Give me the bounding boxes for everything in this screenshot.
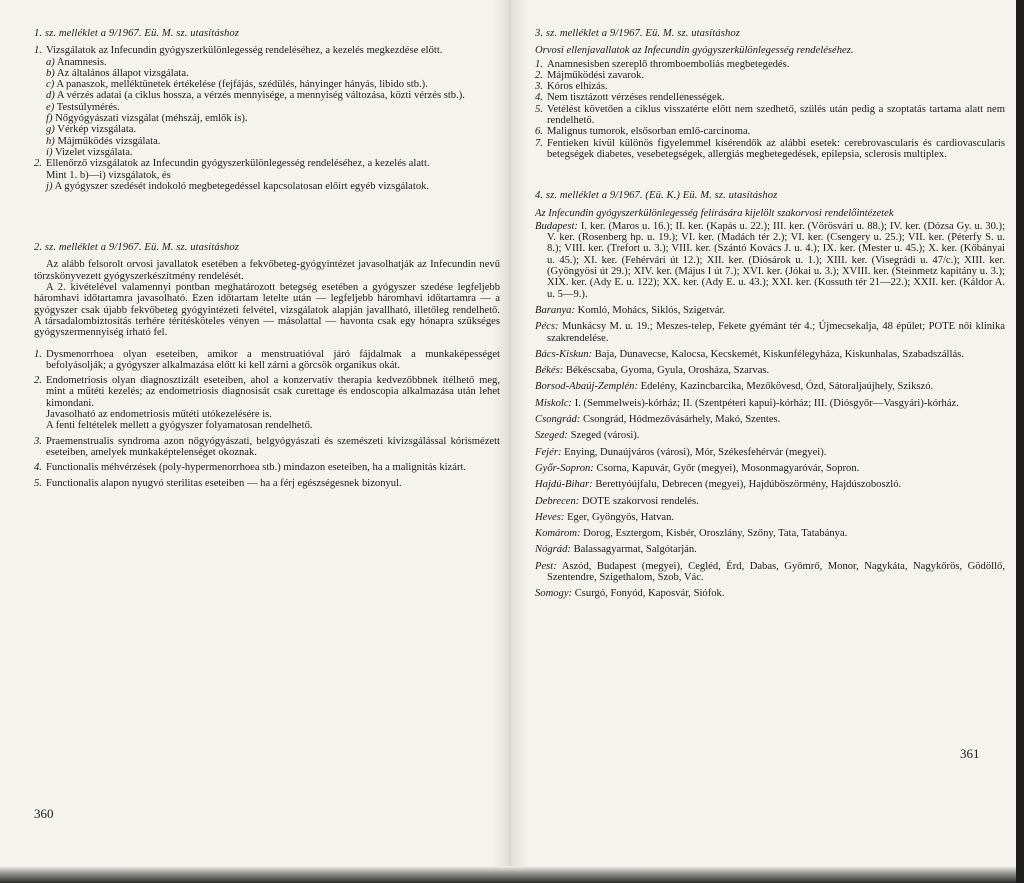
s1-item-1-num: 1. — [34, 45, 42, 57]
s1-subitem — [34, 136, 500, 147]
s1-subitem — [34, 124, 500, 135]
s1-subitems — [34, 57, 500, 159]
s1-subitem — [34, 113, 500, 124]
s1-item-2-sub-j — [34, 181, 500, 192]
section-2-title: 2. sz. melléklet a 9/1967. Eü. M. sz. utasításhoz — [34, 242, 239, 254]
s3-item-text: Malignus tumorok, elsősorban emlő-carcinoma. — [547, 126, 751, 138]
s1-subitem-letter: f) — [46, 113, 53, 125]
s4-place-text: I. ker. (Maros u. 16.); II. ker. (Kapás u. 22.); III. ker. (Vörösvári u. 88.); IV. ker. (Dózsa Gy. u. 30.); V. ker. (Rosenberg hp. u. 19.); VI. ker. (Madách tér 2.); VI. ker. (Csengery u. 25.); VII. ker. (Péterfy S. u. 8.); VIII. ker. (Trefort u. 3.); VIII. ker. (Szántó Kovács J. u. 4.); IX. ker. (Mester u. 45.); X. ker. (Kőbányai u. 45.); XI. ker. (Fehérvári út 12.); XII. ker. (Diósárok u. 1.); XIII. ker. (Visegrádi u. 47/c.); XIII. ker. (Gyöngyösi út 29.); XIV. ker. (Május I út 7.); XVI. ker. (Jókai u. 3.); XVIII. ker. (Steinmetz kapitány u. 3.); XIX. ker. (Ady E. u. 122); XX. ker. (Ady E. u. 43.); XXI. ker. (Kossuth tér 21—22.); XXII. ker. (Káldor A. u. 5—9.). — [547, 220, 1006, 300]
s1-item-2-sub-text: A gyógyszer szedését indokoló megbetegedéssel kapcsolatosan előírt egyéb vizsgálatok. — [54, 180, 430, 192]
section-4-subtitle: Az Infecundin gyógyszerkülönlegesség felírására kijelölt szakorvosi rendelőintézetek — [535, 207, 894, 219]
section-1-title: 1. sz. melléklet a 9/1967. Eü. M. sz. utasításhoz — [34, 28, 239, 39]
s4-place-name: Fejér: — [535, 446, 562, 458]
s2-items — [34, 349, 500, 489]
s4-place-name: Bács-Kiskun: — [535, 348, 593, 360]
s3-list-item — [535, 138, 1005, 161]
s4-place-name: Budapest: — [535, 220, 578, 232]
s4-place-text: Komló, Mohács, Siklós, Szigetvár. — [577, 304, 726, 316]
s3-list-item — [535, 104, 1005, 127]
s1-subitem-letter: d) — [46, 90, 55, 102]
s1-subitem-text: A panaszok, melléktünetek értékelése (fejfájás, szédülés, hányinger hányás, libido stb.). — [56, 79, 428, 91]
s2-item-text: Endometriosis olyan diagnosztizált eseteiben, ahol a konzervatív therapia kedvezőbbnek ítélhető meg, mint a műtéti kezelés; az endometriosis diagnosisát csak curettage és endoscopia alkalmazása után lehet kimondani. — [46, 375, 500, 409]
s2-item-num: 1. — [34, 348, 42, 360]
s4-place-entry — [535, 447, 1005, 458]
left-page — [34, 28, 500, 493]
s4-place-text: Békéscsaba, Gyoma, Gyula, Orosháza, Szarvas. — [565, 365, 770, 377]
s4-place-entry — [535, 365, 1005, 376]
s4-place-entry — [535, 414, 1005, 425]
s1-subitem — [34, 79, 500, 90]
s4-place-name: Komárom: — [535, 528, 581, 540]
s1-subitem-letter: a) — [46, 56, 55, 68]
s4-place-name: Hajdú-Bihar: — [535, 479, 593, 491]
s4-place-text: Enying, Dunaújváros (városi), Mór, Székesfehérvár (megyei). — [564, 446, 827, 458]
s4-place-text: I. (Semmelweis)-kórház; II. (Szentpéteri kapui)-kórház; III. (Diósgyőr—Vasgyári)-kórház. — [574, 397, 959, 409]
s4-place-entry — [535, 349, 1005, 360]
s2-para-1: Az alább felsorolt orvosi javallatok esetében a fekvőbeteg-gyógyintézet javasolhatják az Infecundin nevű törzskönyvezett gyógyszerkészítmény rendelését. — [34, 259, 500, 282]
s1-item-2-text: Ellenőrző vizsgálatok az Infecundin gyógyszerkülönlegesség rendeléséhez, a kezelés alatt. — [46, 158, 430, 170]
s3-item-num: 3. — [535, 81, 543, 93]
s4-place-text: Dorog, Esztergom, Kisbér, Oroszlány, Szőny, Tata, Tatabánya. — [583, 528, 848, 540]
s1-subitem-text: Az általános állapot vizsgálata. — [56, 67, 189, 79]
s4-place-text: Csorna, Kapuvár, Győr (megyei), Mosonmagyaróvár, Sopron. — [596, 462, 860, 474]
s1-subitem — [34, 57, 500, 68]
s2-item-num: 3. — [34, 435, 42, 447]
s3-list-item — [535, 70, 1005, 81]
s4-place-entry — [535, 221, 1005, 300]
s1-subitem — [34, 90, 500, 101]
s4-place-entry — [535, 561, 1005, 584]
s3-item-num: 1. — [535, 58, 543, 70]
s3-list-item — [535, 126, 1005, 137]
s4-place-name: Somogy: — [535, 588, 573, 600]
s4-place-text: Baja, Dunavecse, Kalocsa, Kecskemét, Kiskunfélegyháza, Kiskunhalas, Szabadszállás. — [594, 348, 964, 360]
s4-place-name: Miskolc: — [535, 397, 573, 409]
s4-place-entry — [535, 398, 1005, 409]
s2-item-extra-1: Javasolható az endometriosis műtéti utókezelésére is. — [46, 409, 272, 421]
s4-place-name: Békés: — [535, 365, 564, 377]
s4-place-name: Heves: — [535, 511, 565, 523]
s1-item-2-sub-letter: j) — [46, 180, 53, 192]
s3-items — [535, 59, 1005, 161]
s3-item-num: 7. — [535, 137, 543, 149]
s4-place-entry — [535, 381, 1005, 392]
s3-item-text: Kóros elhízás. — [547, 81, 608, 93]
s1-subitem-text: Vérkép vizsgálata. — [57, 124, 137, 136]
s2-item-num: 2. — [34, 375, 42, 387]
s4-place-text: Berettyóújfalu, Debrecen (megyei), Hajdúböszörmény, Hajdúszoboszló. — [595, 479, 902, 491]
s4-place-name: Baranya: — [535, 304, 576, 316]
s1-item-2 — [34, 158, 500, 169]
s1-subitem — [34, 102, 500, 113]
s2-list-item — [34, 478, 500, 489]
s1-subitem-letter: i) — [46, 146, 53, 158]
s3-item-text: Anamnesisben szereplő thromboemboliás megbetegedés. — [547, 58, 790, 70]
s2-item-extra-2: A fenti feltételek mellett a gyógyszer folyamatosan rendelhető. — [46, 420, 313, 432]
s3-item-num: 5. — [535, 103, 543, 115]
s1-item-1 — [34, 45, 500, 56]
s1-subitem-letter: h) — [46, 135, 55, 147]
s3-item-num: 2. — [535, 69, 543, 81]
s4-place-entry — [535, 430, 1005, 441]
s3-item-num: 4. — [535, 92, 543, 104]
s1-subitem-text: Vizelet vizsgálata. — [54, 146, 133, 158]
scan-right-edge — [1016, 0, 1024, 883]
s1-item-2-line2: Mint 1. b)—i) vizsgálatok, és — [46, 169, 171, 181]
s2-item-text: Dysmenorrhoea olyan eseteiben, amikor a menstruatióval járó fájdalmak a munkaképességet befolyásolják; a gyógyszer alkalmazása előtt ki kell zárni a görcsök organikus okát. — [46, 348, 500, 371]
s2-item-text: Functionalis alapon nyugvó sterilitas eseteiben — ha a férj egészségesnek bizonyul. — [46, 477, 402, 489]
s1-subitem-letter: b) — [46, 67, 55, 79]
s4-place-entry — [535, 588, 1005, 599]
s4-place-entry — [535, 479, 1005, 490]
s4-place-name: Győr-Sopron: — [535, 462, 594, 474]
s3-item-text: Fentieken kívül különös figyelemmel kísérendők az alábbi esetek: cerebrovascularis és cardiovascularis betegségek diabetes, vesebetegségek, allergiás megbetegedések, epilepsia, sclerosis multiplex. — [547, 137, 1005, 160]
s1-subitem-text: A vérzés adatai (a ciklus hossza, a vérzés mennyisége, a mennyiség változása, közti vérzés stb.). — [56, 90, 465, 102]
s2-list-item — [34, 375, 500, 431]
s4-place-entry — [535, 512, 1005, 523]
s2-list-item — [34, 349, 500, 372]
s3-item-text: Vetélést követően a ciklus visszatérte előtt nem szedhető, szülés után pedig a szoptatás tartama alatt nem rendelhető. — [547, 103, 1005, 127]
s1-subitem-text: Májműködés vizsgálata. — [57, 135, 161, 147]
s4-place-text: Munkácsy M. u. 19.; Meszes-telep, Fekete gyémánt tér 4.; Újmecsekalja, 48 épület; POTE női klinika szakrendelése. — [547, 321, 1005, 344]
s4-place-text: Csurgó, Fonyód, Kaposvár, Siófok. — [574, 588, 725, 600]
s4-places — [535, 221, 1005, 600]
s4-place-name: Szeged: — [535, 430, 568, 442]
s1-subitem-text: Testsúlymérés. — [56, 101, 120, 113]
s4-place-name: Pécs: — [535, 321, 559, 333]
s4-place-name: Pest: — [535, 560, 557, 572]
s1-subitem-letter: e) — [46, 101, 55, 113]
s1-subitem-letter: c) — [46, 79, 55, 91]
s4-place-entry — [535, 496, 1005, 507]
s2-item-text: Praemenstrualis syndroma azon nőgyógyászati, belgyógyászati és szemészeti kivizsgálással kórismézett eseteiben, amelyek munkaképtelenséget okoznak. — [46, 435, 500, 458]
section-3-subtitle: Orvosi ellenjavallatok az Infecundin gyógyszerkülönlegesség rendeléséhez. — [535, 45, 854, 57]
s2-para-2: A 2. kivételével valamennyi pontban meghatározott betegség esetében a gyógyszer szedése legfeljebb háromhavi időtartamra javasolható. Ezen időtartam letelte után — legfeljebb háromhavi időtartamra — a gyógyszer csak újabb fekvőbeteg gyógyintézeti felvétel, vizsgálatok alapján javallható, illetőleg rendelhető. A társadalombiztosítás terhére térítésköteles vényen — másolattal — havonta csak egy hónapra szükséges gyógyszermennyiség írható fel. — [34, 282, 500, 339]
s1-subitem — [34, 147, 500, 158]
s4-place-name: Borsod-Abaúj-Zemplén: — [535, 381, 638, 393]
s3-item-num: 6. — [535, 126, 543, 138]
s3-list-item — [535, 59, 1005, 70]
s4-place-text: Aszód, Budapest (megyei), Cegléd, Érd, Dabas, Gyömrő, Monor, Nagykáta, Nagykőrös, Gödöllő, Szentendre, Szigethalom, Szob, Vác. — [547, 560, 1005, 583]
s2-item-num: 5. — [34, 477, 42, 489]
s1-subitem — [34, 68, 500, 79]
s2-list-item — [34, 462, 500, 473]
s4-place-name: Nógrád: — [535, 544, 571, 556]
s4-place-name: Csongrád: — [535, 414, 581, 426]
s4-place-name: Debrecen: — [535, 495, 580, 507]
s1-item-1-text: Vizsgálatok az Infecundin gyógyszerkülönlegesség rendeléséhez, a kezelés megkezdése előtt. — [46, 45, 443, 57]
s3-item-text: Májműködési zavarok. — [547, 69, 645, 81]
s4-place-entry — [535, 528, 1005, 539]
scan-bottom-edge — [0, 866, 1024, 883]
s1-subitem-text: Nőgyógyászati vizsgálat (méhszáj, emlők is). — [55, 113, 248, 125]
left-page-number: 360 — [34, 806, 54, 821]
section-4-title: 4. sz. melléklet a 9/1967. (Eü. K.) Eü. M. sz. utasításhoz — [535, 190, 778, 202]
s4-place-entry — [535, 463, 1005, 474]
s4-place-text: Edelény, Kazincbarcika, Mezőkövesd, Ózd, Sátoraljaújhely, Szikszó. — [640, 381, 934, 393]
s4-place-entry — [535, 305, 1005, 316]
right-page — [535, 28, 1005, 605]
s4-place-text: Balassagyarmat, Salgótarján. — [573, 544, 697, 556]
s4-place-text: DOTE szakorvosi rendelés. — [581, 495, 699, 507]
s1-item-2-num: 2. — [34, 158, 42, 170]
section-3-title: 3. sz. melléklet a 9/1967. Eü. M. sz. utasításhoz — [535, 28, 740, 39]
s2-item-text: Functionalis méhvérzések (poly-hypermenorrhoea stb.) mindazon eseteiben, ha a malignitás kizárt. — [46, 462, 467, 474]
s1-subitem-text: Anamnesis. — [56, 56, 107, 68]
s4-place-text: Eger, Gyöngyös, Hatvan. — [567, 511, 675, 523]
right-page-number: 361 — [960, 746, 980, 761]
s3-item-text: Nem tisztázott vérzéses rendellenességek. — [547, 92, 725, 104]
s1-subitem-letter: g) — [46, 124, 55, 136]
s2-item-num: 4. — [34, 462, 42, 474]
s2-list-item — [34, 436, 500, 459]
s3-list-item — [535, 81, 1005, 92]
s4-place-text: Szeged (városi). — [570, 430, 640, 442]
s4-place-text: Csongrád, Hódmezővásárhely, Makó, Szentes. — [582, 414, 781, 426]
s4-place-entry — [535, 321, 1005, 344]
s4-place-entry — [535, 544, 1005, 555]
s3-list-item — [535, 92, 1005, 103]
